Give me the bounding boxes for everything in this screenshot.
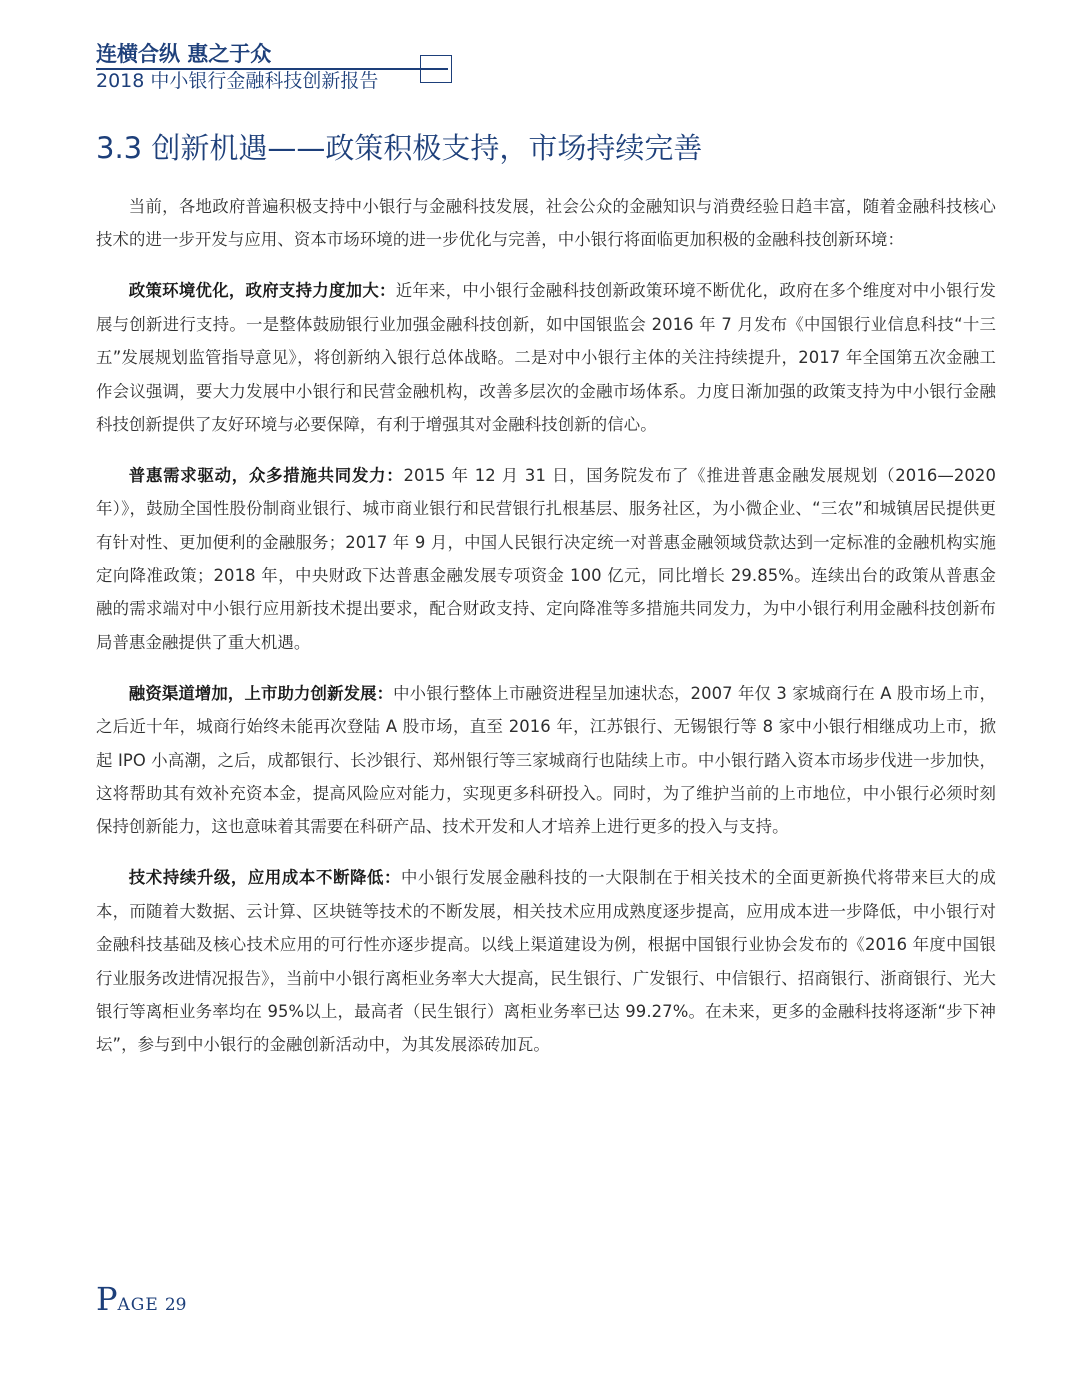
- page-number: 29: [164, 1295, 187, 1315]
- paragraph-inclusive-lead: 普惠需求驱动，众多措施共同发力：: [128, 465, 404, 485]
- paragraph-policy-lead: 政策环境优化，政府支持力度加大：: [128, 281, 396, 301]
- report-header: [96, 40, 378, 94]
- paragraph-financing-lead: 融资渠道增加，上市助力创新发展：: [128, 683, 394, 703]
- paragraph-technology: [96, 861, 996, 1061]
- paragraph-technology-text: 中小银行发展金融科技的一大限制在于相关技术的全面更新换代将带来巨大的成本，而随着大数据、云计算、区块链等技术的不断发展，相关技术应用成熟度逐步提高，应用成本进一步降低，中小银行对金融科技基础及核心技术应用的可行性亦逐步提高。以线上渠道建设为例，根据中国银行业协会发布的《2016 年度中国银行业服务改进情况报告》，当前中小银行离柜业务率大大提高，民生银行、广发银行、中信银行、招商银行、浙商银行、光大银行等离柜业务率均在 95%以上，最高者（民生银行）离柜业务率已达 99.27%。在未来，更多的金融科技将逐渐“步下神坛”，参与到中小银行的金融创新活动中，为其发展添砖加瓦。: [96, 868, 996, 1055]
- paragraph-policy-text: 近年来，中小银行金融科技创新政策环境不断优化，政府在多个维度对中小银行发展与创新进行支持。一是整体鼓励银行业加强金融科技创新，如中国银监会 2016 年 7 月发布《中国银行业信息科技“十三五”发展规划监管指导意见》，将创新纳入银行总体战略。二是对中小银行主体的关注持续提升，2017 年全国第五次金融工作会议强调，要大力发展中小银行和民营金融机构，改善多层次的金融市场体系。力度日渐加强的政策支持为中小银行金融科技创新提供了友好环境与必要保障，有利于增强其对金融科技创新的信心。: [96, 281, 996, 434]
- section-title: 3.3 创新机遇——政策积极支持，市场持续完善: [96, 131, 703, 165]
- paragraph-financing-text: 中小银行整体上市融资进程呈加速状态，2007 年仅 3 家城商行在 A 股市场上市，之后近十年，城商行始终未能再次登陆 A 股市场，直至 2016 年，江苏银行、无锡银行等 8 家中小银行相继成功上市，掀起 IPO 小高潮，之后，成都银行、长沙银行、郑州银行等三家城商行也陆续上市。中小银行踏入资本市场步伐进一步加快，这将帮助其有效补充资本金，提高风险应对能力，实现更多科研投入。同时，为了维护当前的上市地位，中小银行必须时刻保持创新能力，这也意味着其需要在科研产品、技术开发和人才培养上进行更多的投入与支持。: [96, 683, 996, 837]
- paragraph-technology-lead: 技术持续升级，应用成本不断降低：: [128, 868, 402, 888]
- paragraph-inclusive: [96, 459, 996, 659]
- paragraph-intro-text: 当前，各地政府普遍积极支持中小银行与金融科技发展，社会公众的金融知识与消费经验日趋丰富，随着金融科技核心技术的进一步开发与应用、资本市场环境的进一步优化与完善，中小银行将面临更加积极的金融科技创新环境：: [96, 197, 996, 250]
- header-decorative-box: [420, 55, 452, 83]
- paragraph-financing: [96, 677, 996, 844]
- header-divider: [96, 68, 448, 70]
- body-text: [96, 190, 996, 1079]
- page-label-rest: AGE: [117, 1295, 159, 1315]
- header-slogan: 连横合纵 惠之于众: [96, 42, 272, 66]
- paragraph-inclusive-text: 2015 年 12 月 31 日，国务院发布了《推进普惠金融发展规划（2016—2020 年）》，鼓励全国性股份制商业银行、城市商业银行和民营银行扎根基层、服务社区，为小微企业、“三农”和城镇居民提供更有针对性、更加便利的金融服务；2017 年 9 月，中国人民银行决定统一对普惠金融领域贷款达到一定标准的金融机构实施定向降准政策；2018 年，中央财政下达普惠金融发展专项资金 100 亿元，同比增长 29.85%。连续出台的政策从普惠金融的需求端对中小银行应用新技术提出要求，配合财政支持、定向降准等多措施共同发力，为中小银行利用金融科技创新布局普惠金融提供了重大机遇。: [96, 465, 996, 652]
- paragraph-intro: [96, 190, 996, 257]
- paragraph-policy: [96, 274, 996, 441]
- page-label-initial: P: [96, 1280, 118, 1318]
- page-footer: [96, 1280, 186, 1318]
- header-report-title: 2018 中小银行金融科技创新报告: [96, 70, 379, 92]
